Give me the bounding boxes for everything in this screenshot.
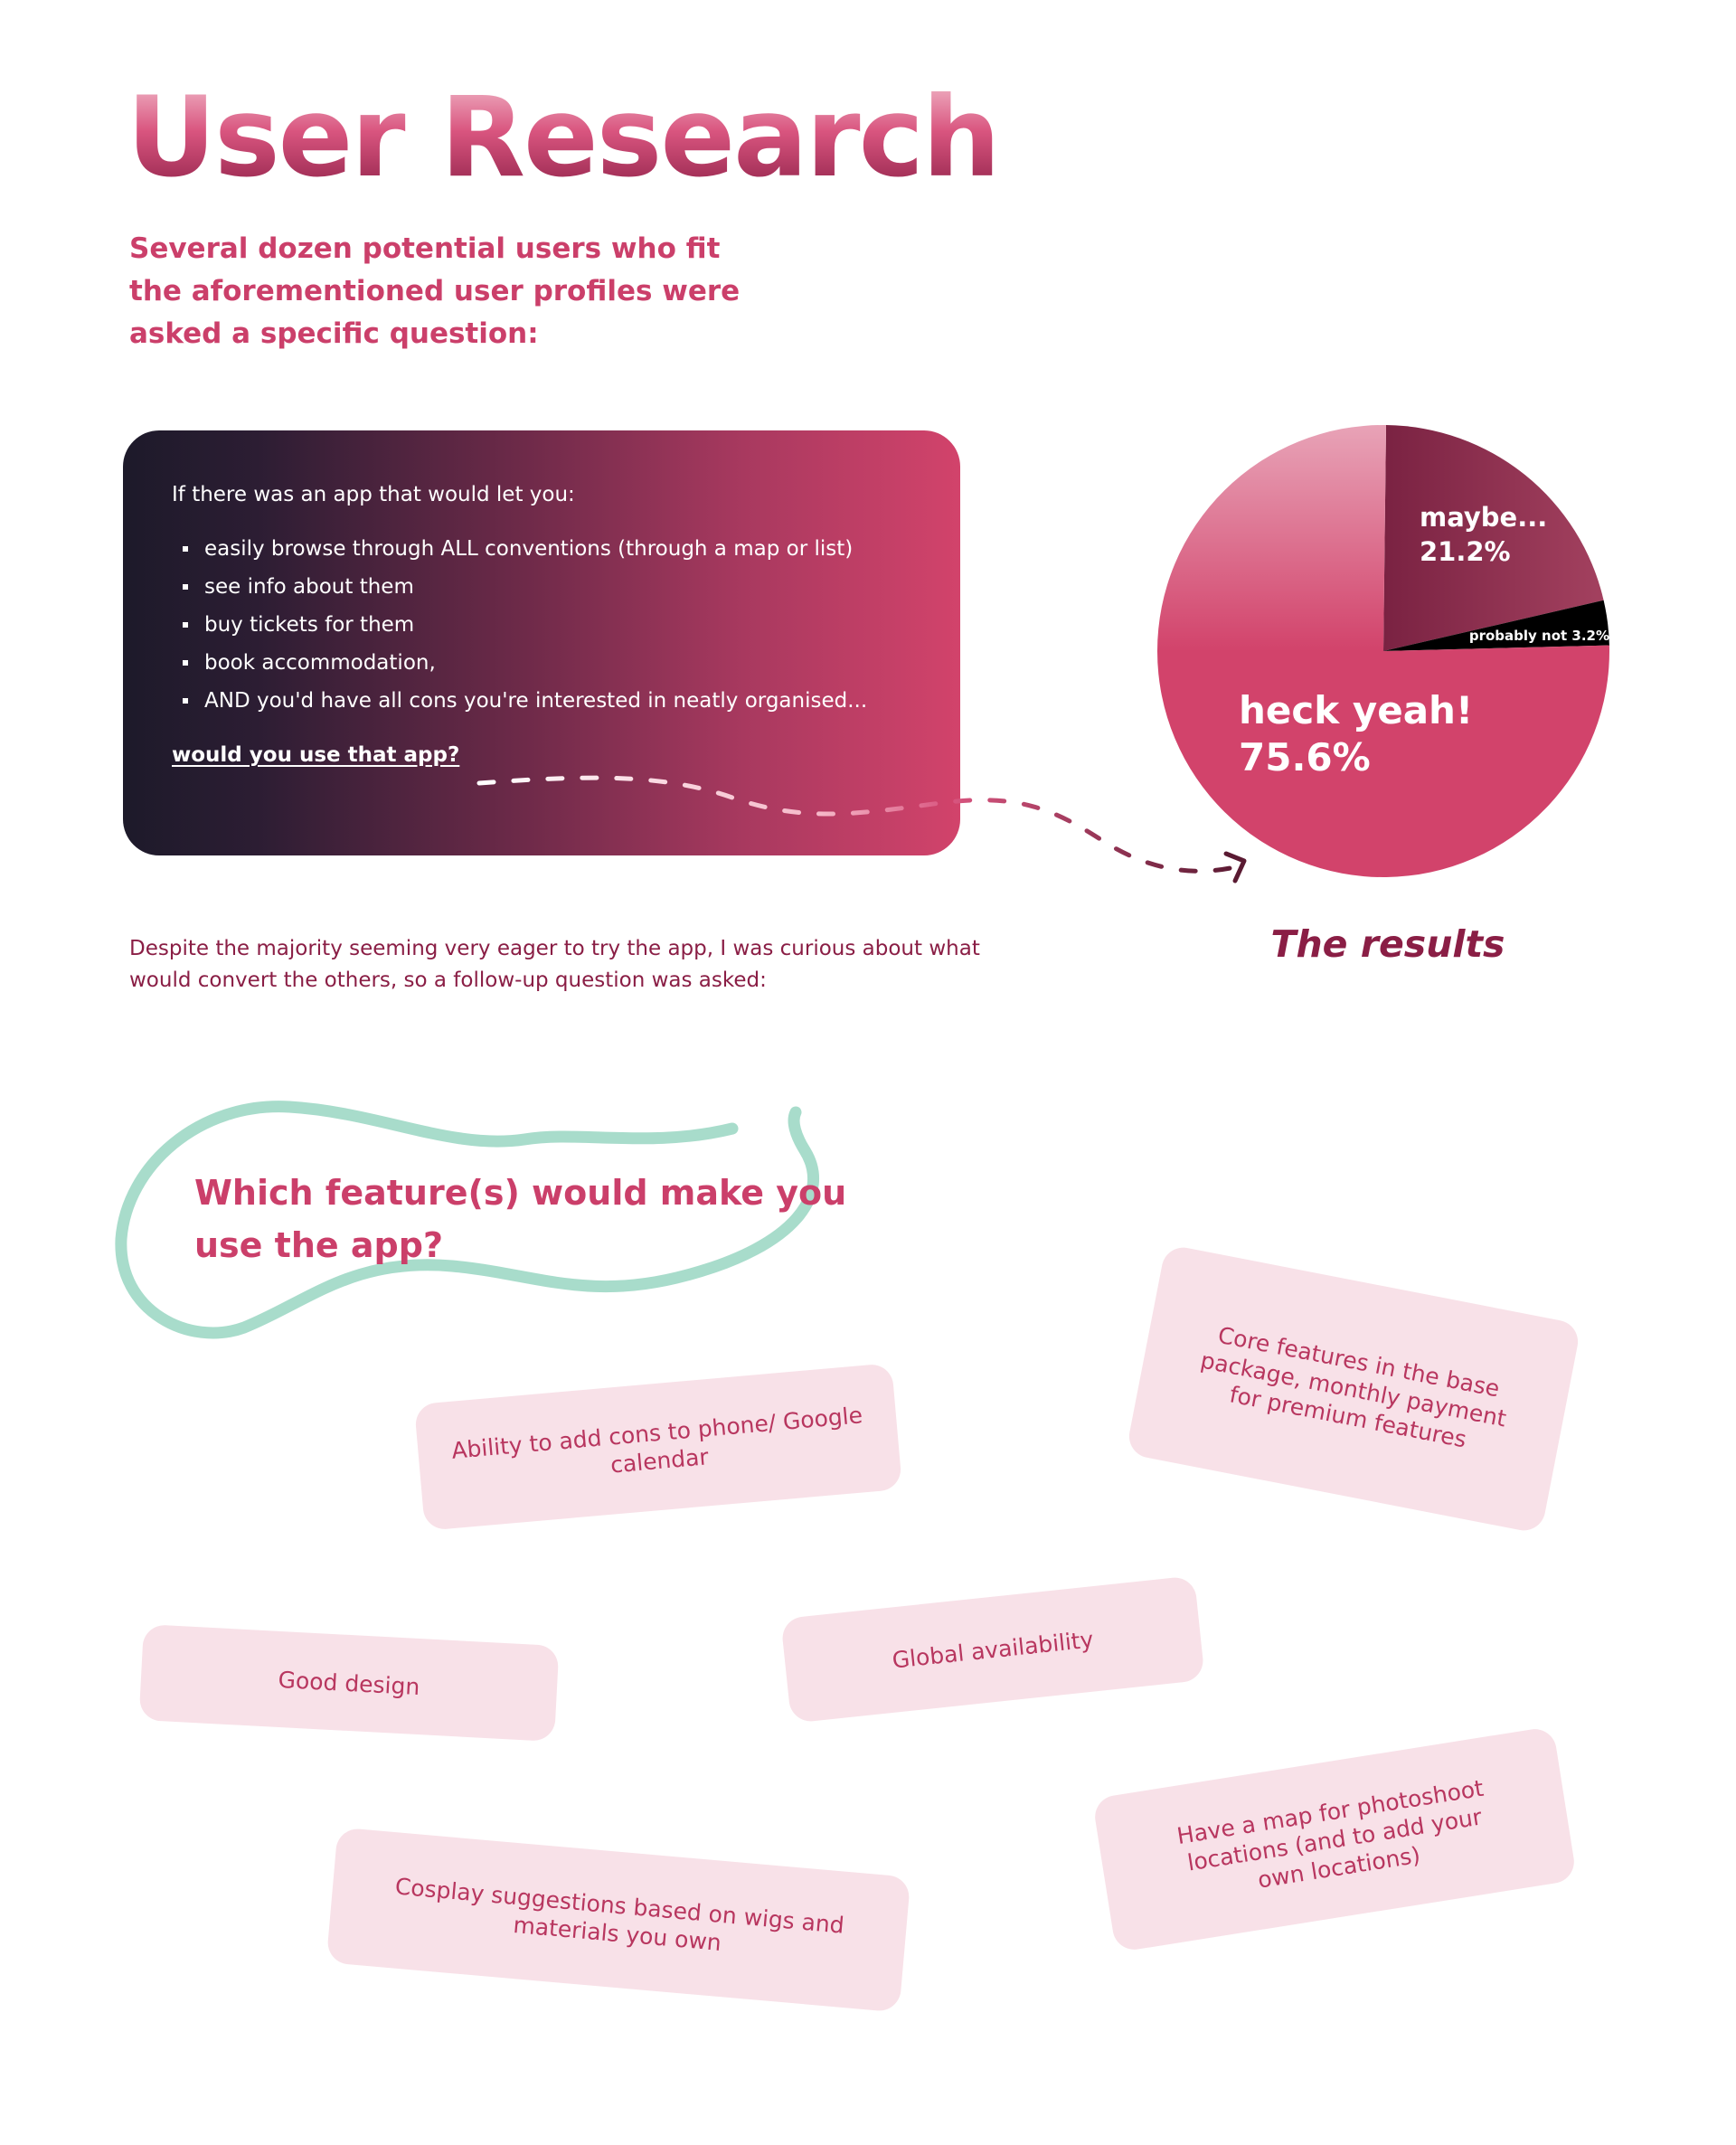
list-item: see info about them <box>172 568 911 606</box>
feature-card-photoshoot[interactable] <box>1092 1726 1578 1953</box>
page-title: User Research <box>127 73 999 202</box>
slice-label-name: heck yeah! <box>1239 688 1474 732</box>
list-item: book accommodation, <box>172 644 911 682</box>
followup-question: Which feature(s) would make you use the app? <box>194 1173 847 1265</box>
list-item: buy tickets for them <box>172 606 911 644</box>
slice-label-value: 21.2% <box>1420 536 1511 567</box>
list-item: easily browse through ALL conventions (through a map or list) <box>172 530 911 568</box>
feature-card-global[interactable] <box>780 1575 1205 1723</box>
feature-card-calendar[interactable] <box>414 1363 902 1531</box>
feature-label: Global availability <box>891 1625 1095 1674</box>
results-pie-chart <box>1148 416 1618 886</box>
list-item: AND you'd have all cons you're interested in neatly organised... <box>172 682 911 720</box>
slice-label-name: maybe... <box>1420 502 1548 533</box>
feature-card-design[interactable] <box>139 1624 560 1742</box>
feature-card-cosplay[interactable] <box>326 1828 911 2013</box>
followup-text: Despite the majority seeming very eager to try the app, I was curious about what would convert the others, so a follow-up question was asked: <box>129 937 980 992</box>
dashed-arrow-icon <box>470 760 1266 895</box>
feature-label: Core features in the base package, monthly payment for premium features <box>1198 1321 1509 1453</box>
feature-label: Ability to add cons to phone/ Google calendar <box>450 1402 864 1479</box>
feature-card-pricing[interactable] <box>1126 1244 1581 1535</box>
intro-text: Several dozen potential users who fit the aforementioned user profiles were asked a specific question: <box>129 232 741 350</box>
question-ask-link[interactable]: would you use that app? <box>172 743 460 767</box>
feature-label: Have a map for photoshoot locations (and to add your own locations) <box>1175 1774 1486 1894</box>
question-lead: If there was an app that would let you: <box>172 483 575 506</box>
feature-label: Good design <box>277 1666 421 1700</box>
slice-label-name: probably not 3.2% <box>1468 628 1609 644</box>
chart-title: The results <box>1270 922 1505 966</box>
slice-label-value: 75.6% <box>1239 735 1371 780</box>
question-list <box>172 530 911 720</box>
feature-label: Cosplay suggestions based on wigs and materials you own <box>393 1873 845 1956</box>
